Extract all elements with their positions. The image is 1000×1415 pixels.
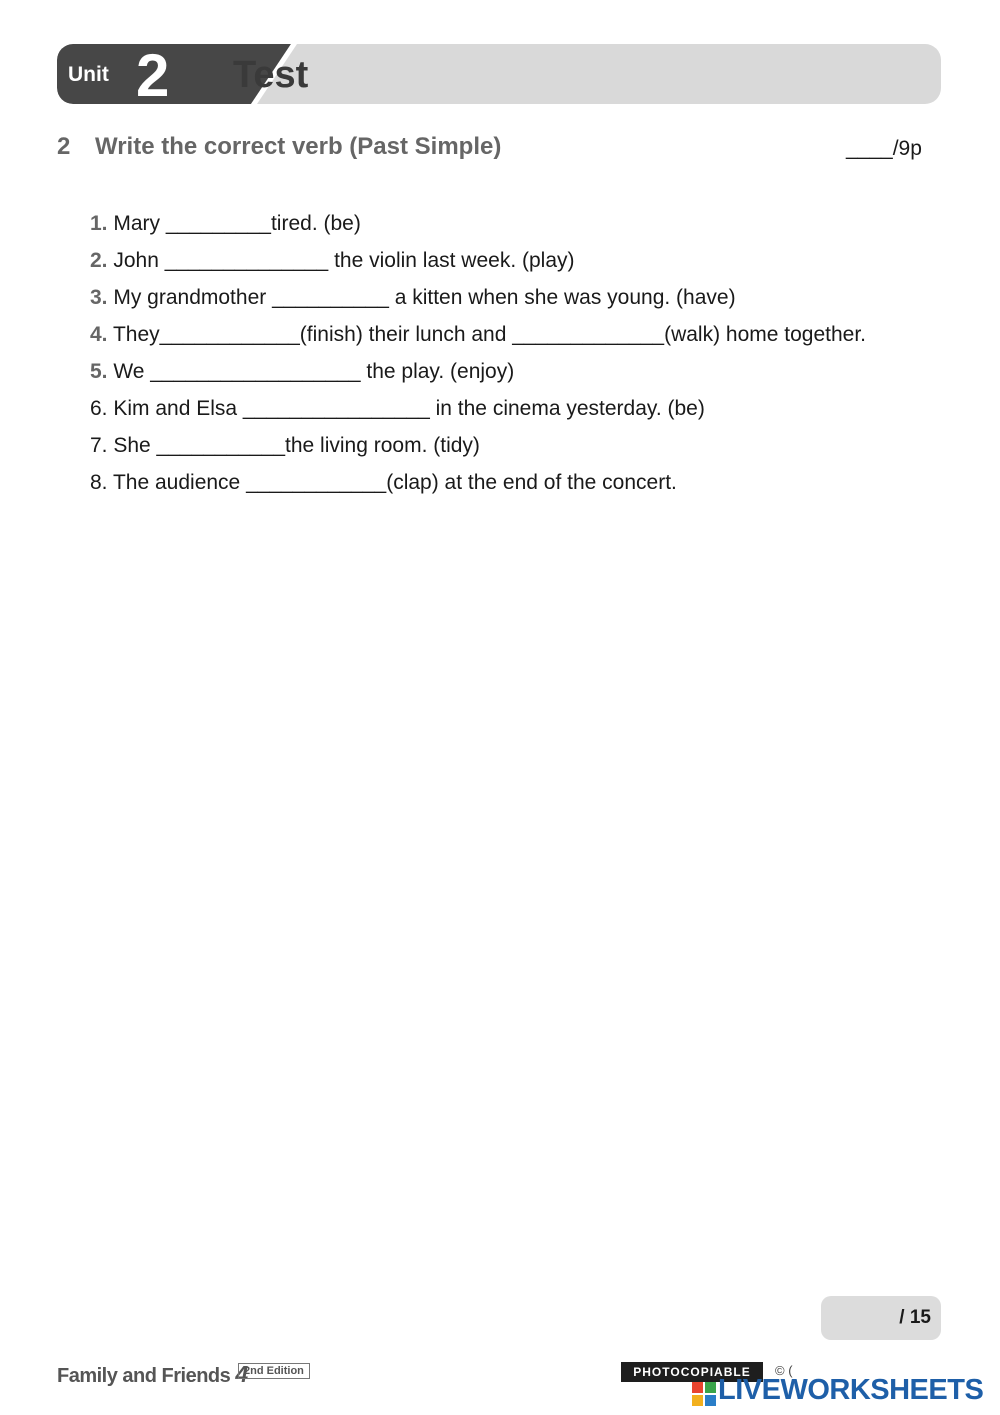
exercise-item-2[interactable] [90, 246, 970, 283]
item-text: We __________________ the play. (enjoy) [107, 360, 515, 383]
section-heading [57, 133, 501, 161]
item-text: The audience ____________(clap) at the end of the concert. [107, 471, 677, 494]
item-number: 6. [90, 397, 108, 420]
edition-badge: 2nd Edition [238, 1363, 310, 1379]
unit-banner [57, 44, 941, 104]
item-number: 7. [90, 434, 108, 457]
unit-label: Unit [68, 63, 109, 86]
total-score-box [821, 1296, 941, 1340]
exercise-item-1[interactable] [90, 209, 970, 246]
photocopiable-label: PHOTOCOPIABLE [621, 1362, 763, 1382]
item-number: 8. [90, 471, 108, 494]
item-number: 1. [90, 212, 108, 235]
section-score: ____/9p [846, 137, 922, 160]
family-and-friends-logo [57, 1361, 248, 1388]
brand-level: 4 [235, 1361, 248, 1387]
exercise-item-3[interactable] [90, 283, 970, 320]
exercise-item-6[interactable] [90, 394, 970, 431]
liveworksheets-watermark[interactable]: LIVEWORKSHEETS [718, 1374, 984, 1406]
copyright-text: © ( [775, 1363, 793, 1378]
liveworksheets-icon [692, 1382, 716, 1406]
brand-name: Family and Friends [57, 1365, 231, 1387]
unit-number: 2 [136, 44, 170, 104]
exercise-item-5[interactable] [90, 357, 970, 394]
item-number: 3. [90, 286, 108, 309]
item-text: John ______________ the violin last week. (play) [107, 249, 575, 272]
item-text: Kim and Elsa ________________ in the cinema yesterday. (be) [107, 397, 705, 420]
item-number: 4. [90, 323, 108, 346]
exercise-list [90, 209, 970, 505]
section-number: 2 [57, 133, 71, 160]
exercise-item-4[interactable] [90, 320, 970, 357]
exercise-item-8[interactable] [90, 468, 970, 505]
item-text: Mary _________tired. (be) [107, 212, 361, 235]
item-number: 5. [90, 360, 108, 383]
item-number: 2. [90, 249, 108, 272]
section-title: Write the correct verb (Past Simple) [95, 133, 502, 160]
item-text: She ___________the living room. (tidy) [107, 434, 480, 457]
page-title: Test [233, 54, 309, 96]
item-text: They____________(finish) their lunch and _____________(walk) home together. [107, 323, 867, 346]
item-text: My grandmother __________ a kitten when she was young. (have) [107, 286, 736, 309]
total-score: / 15 [899, 1307, 931, 1328]
exercise-item-7[interactable] [90, 431, 970, 468]
